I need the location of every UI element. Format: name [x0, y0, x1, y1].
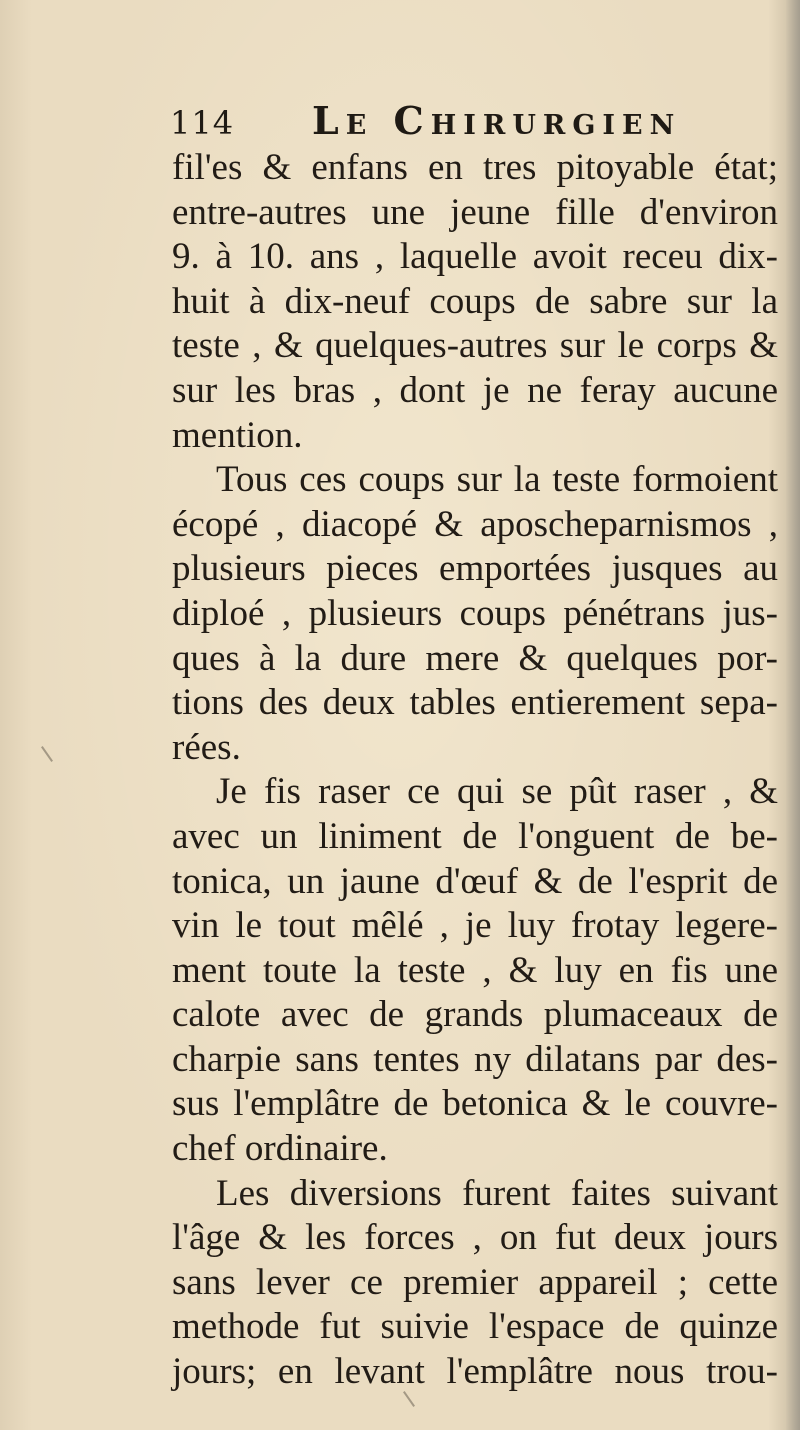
text-line: tonica, un jaune d'œuf & de l'esprit de — [172, 860, 778, 902]
text-line: sans lever ce premier appareil ; cette — [172, 1261, 778, 1303]
paper-speck — [41, 746, 53, 762]
text-line: sur les bras , dont je ne feray aucune — [172, 369, 778, 411]
text-line: chef ordinaire. — [172, 1128, 388, 1170]
text-line: sus l'emplâtre de betonica & le couvre- — [172, 1083, 778, 1125]
page-header — [170, 98, 730, 148]
page-number: 114 — [170, 104, 235, 142]
text-line: écopé , diacopé & aposcheparnismos , — [172, 503, 778, 545]
text-line: tions des deux tables entierement sepa- — [172, 682, 778, 724]
text-line: Je fis raser ce qui se pût raser , & — [216, 771, 778, 813]
text-line: jours; en levant l'emplâtre nous trou- — [172, 1351, 778, 1393]
text-line: vin le tout mêlé , je luy frotay legere- — [172, 905, 778, 947]
text-line: mention. — [172, 414, 303, 456]
text-line: calote avec de grands plumaceaux de — [172, 994, 778, 1036]
text-line: huit à dix-neuf coups de sabre sur la — [172, 280, 778, 322]
text-line: Les diversions furent faites suivant — [216, 1172, 778, 1214]
text-line: teste , & quelques-autres sur le corps & — [172, 325, 778, 367]
text-line: ment toute la teste , & luy en fis une — [172, 949, 778, 991]
text-line: avec un liniment de l'onguent de be- — [172, 815, 778, 857]
body-text — [172, 146, 778, 1395]
text-line: entre-autres une jeune fille d'environ — [172, 191, 778, 233]
text-line: charpie sans tentes ny dilatans par des- — [172, 1038, 778, 1080]
text-line: ques à la dure mere & quelques por- — [172, 637, 778, 679]
text-line: 9. à 10. ans , laquelle avoit receu dix- — [172, 236, 778, 278]
text-line: fil'es & enfans en tres pitoyable état; — [172, 147, 778, 188]
text-line: Tous ces coups sur la teste formoient — [216, 459, 778, 501]
text-line: methode fut suivie l'espace de quinze — [172, 1306, 778, 1348]
running-title: Le Chirurgien — [312, 98, 682, 143]
text-line: plusieurs pieces emportées jusques au — [172, 548, 778, 590]
text-line: l'âge & les forces , on fut deux jours — [172, 1217, 778, 1259]
text-line: rées. — [172, 726, 241, 768]
page-edge-shadow — [786, 0, 800, 1430]
text-line: diploé , plusieurs coups pénétrans jus- — [172, 592, 778, 634]
